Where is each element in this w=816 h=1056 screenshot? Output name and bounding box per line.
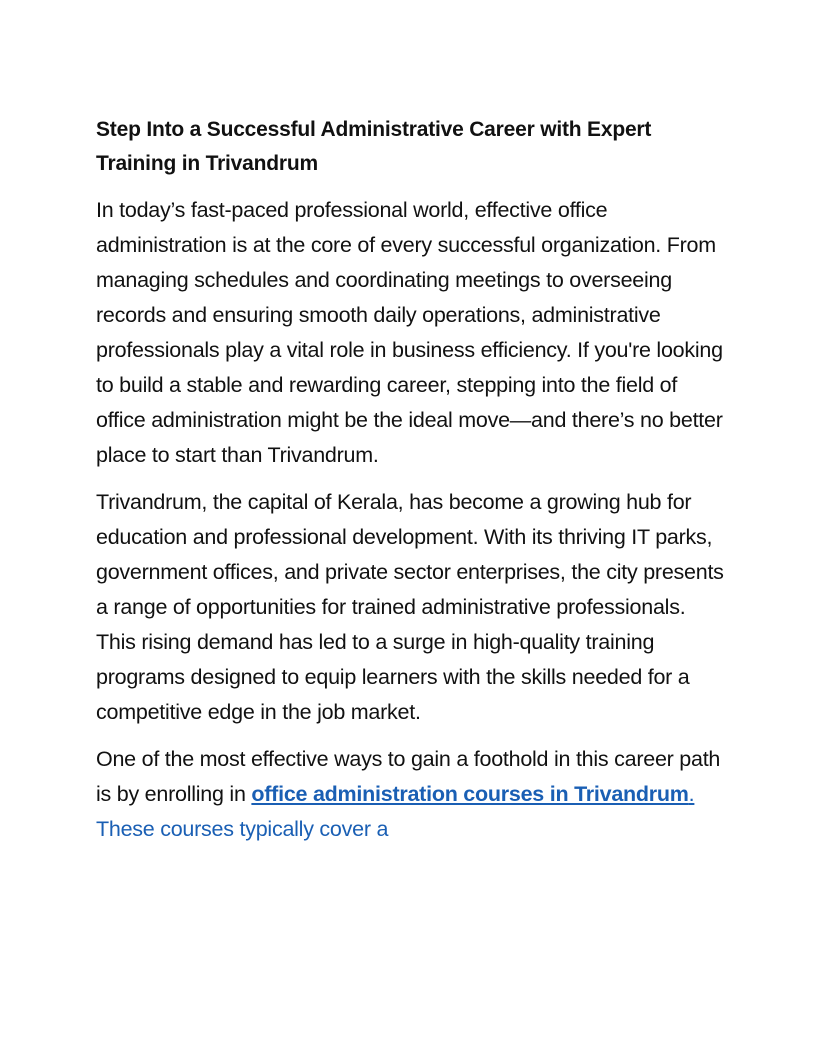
document-title: Step Into a Successful Administrative Career with Expert Training in Trivandrum [96, 118, 652, 175]
link-period[interactable]: . [688, 782, 695, 806]
office-administration-courses-link[interactable]: office administration courses in Trivandrum [251, 782, 689, 806]
document-page [96, 113, 726, 859]
paragraph-courses-lead: One of the most effective ways to gain a foothold in this career path is by enrolling in [96, 747, 721, 806]
paragraph-courses-trail: These courses typically cover a [96, 817, 389, 841]
paragraph-trivandrum: Trivandrum, the capital of Kerala, has become a growing hub for education and professional development. With its thriving IT parks, government offices, and private sector enterprises, the city presents a range of opportunities for trained administrative professionals. This rising demand has led to a surge in high-quality training programs designed to equip learners with the skills needed for a competitive edge in the job market. [96, 490, 724, 724]
paragraph-intro: In today’s fast-paced professional world, effective office administration is at the core of every successful organization. From managing schedules and coordinating meetings to overseeing records and ensuring smooth daily operations, administrative professionals play a vital role in business efficiency. If you're looking to build a stable and rewarding career, stepping into the field of office administration might be the ideal move—and there’s no better place to start than Trivandrum. [96, 198, 723, 467]
paragraph-courses [96, 742, 726, 847]
